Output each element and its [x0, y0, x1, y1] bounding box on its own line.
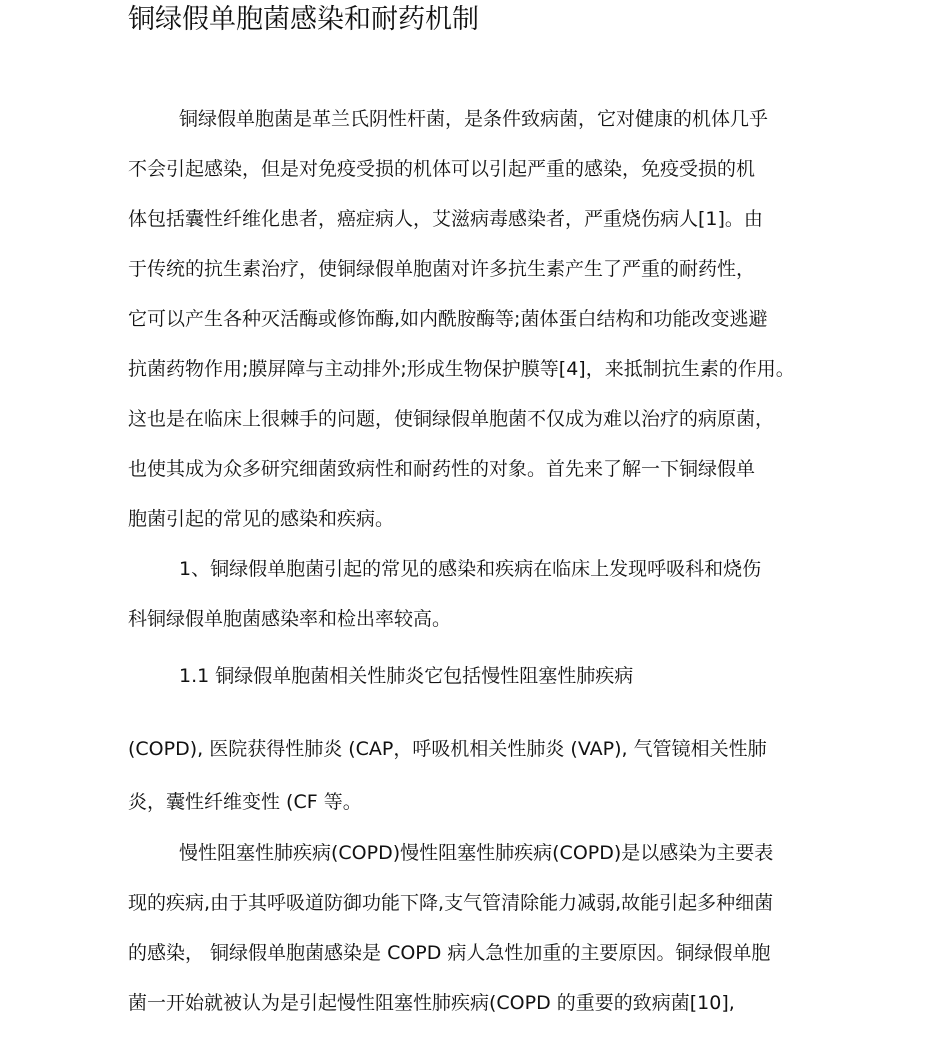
paragraph-line: 的感染， 铜绿假单胞菌感染是 COPD 病人急性加重的主要原因。铜绿假单胞 [128, 942, 771, 964]
paragraph-line: (COPD), 医院获得性肺炎 (CAP，呼吸机相关性肺炎 (VAP), 气管镜相关性肺 [128, 738, 767, 760]
paragraph-line: 于传统的抗生素治疗，使铜绿假单胞菌对许多抗生素产生了严重的耐药性， [128, 258, 756, 280]
paragraph-line: 体包括囊性纤维化患者，癌症病人，艾滋病毒感染者，严重烧伤病人[1]。由 [128, 208, 763, 230]
paragraph-line: 抗菌药物作用;膜屏障与主动排外;形成生物保护膜等[4]，来抵制抗生素的作用。 [128, 358, 795, 380]
paragraph-line: 不会引起感染，但是对免疫受损的机体可以引起严重的感染，免疫受损的机 [128, 158, 756, 180]
paragraph-line: 也使其成为众多研究细菌致病性和耐药性的对象。首先来了解一下铜绿假单 [128, 458, 756, 480]
section-heading-line: 1、铜绿假单胞菌引起的常见的感染和疾病在临床上发现呼吸科和烧伤 [179, 558, 762, 580]
paragraph-line: 现的疾病,由于其呼吸道防御功能下降,支气管清除能力减弱,故能引起多种细菌 [128, 892, 774, 914]
paragraph-line: 科铜绿假单胞菌感染率和检出率较高。 [128, 608, 452, 630]
page-title: 铜绿假单胞菌感染和耐药机制 [128, 4, 479, 35]
paragraph-line: 铜绿假单胞菌是革兰氏阴性杆菌，是条件致病菌，它对健康的机体几乎 [179, 108, 769, 130]
paragraph-line: 菌一开始就被认为是引起慢性阻塞性肺疾病(COPD 的重要的致病菌[10], [128, 992, 735, 1014]
paragraph-line: 炎，囊性纤维变性 (CF 等。 [128, 791, 362, 813]
paragraph-line: 这也是在临床上很棘手的问题，使铜绿假单胞菌不仅成为难以治疗的病原菌， [128, 408, 775, 430]
paragraph-line: 它可以产生各种灭活酶或修饰酶,如内酰胺酶等;菌体蛋白结构和功能改变逃避 [128, 308, 768, 330]
paragraph-line: 慢性阻塞性肺疾病(COPD)慢性阻塞性肺疾病(COPD)是以感染为主要表 [179, 842, 774, 864]
paragraph-line: 胞菌引起的常见的感染和疾病。 [128, 508, 395, 530]
subsection-heading-line: 1.1 铜绿假单胞菌相关性肺炎它包括慢性阻塞性肺疾病 [179, 665, 634, 687]
